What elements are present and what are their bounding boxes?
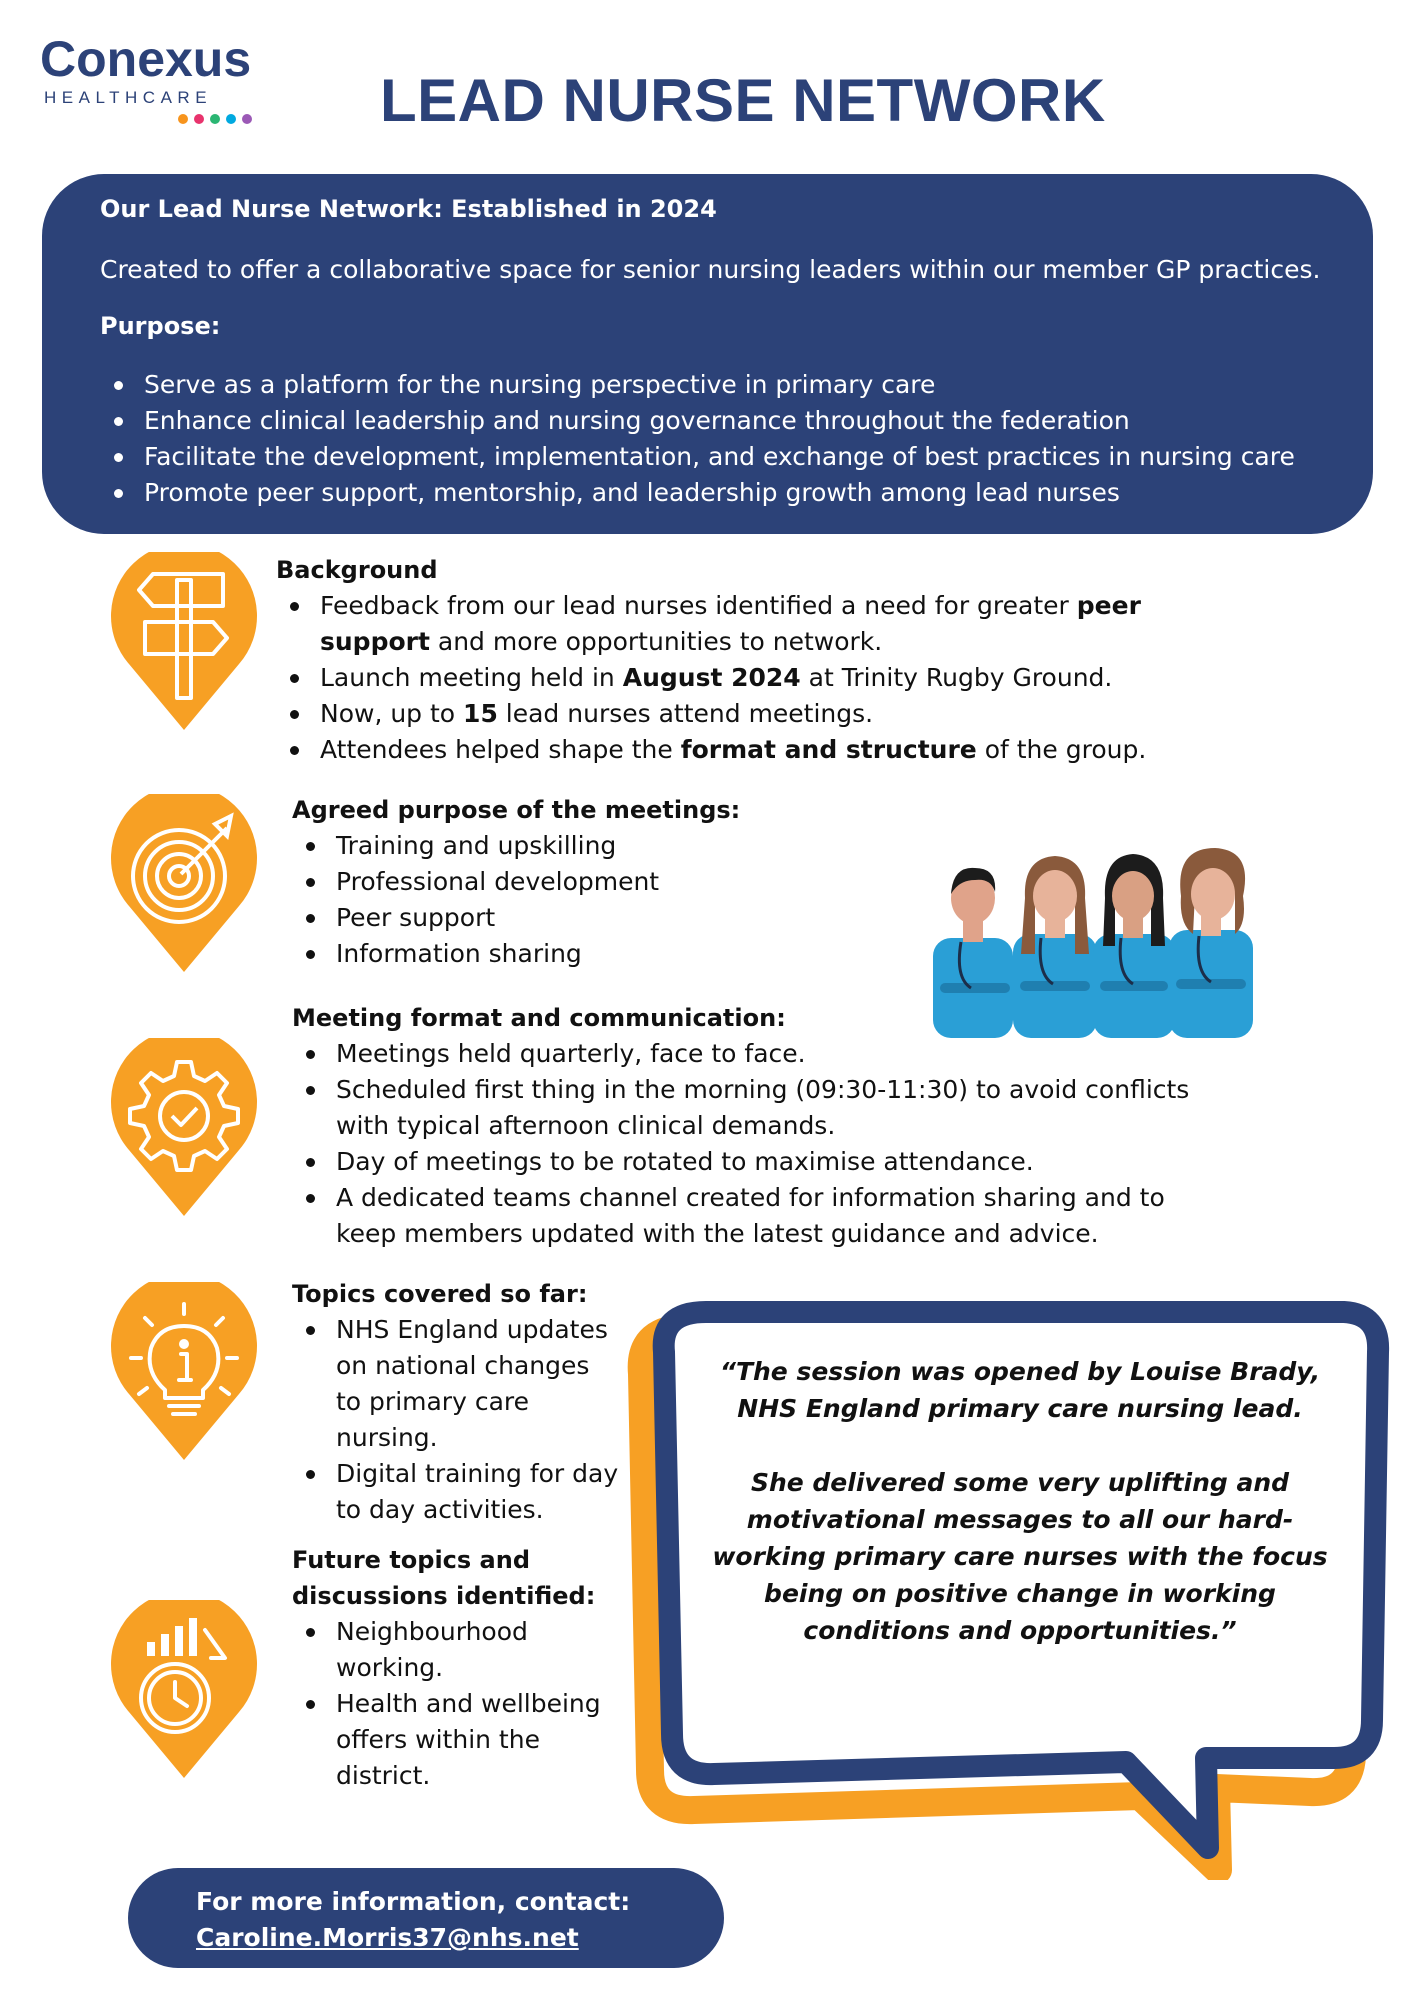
list-item: NHS England updates on national changes to primary care nursing. bbox=[292, 1312, 622, 1456]
logo-dots bbox=[40, 114, 270, 124]
background-section bbox=[276, 552, 1156, 768]
future-topics-list bbox=[292, 1614, 632, 1794]
intro-panel bbox=[42, 174, 1373, 534]
list-item: Day of meetings to be rotated to maximise attendance. bbox=[292, 1144, 1222, 1180]
future-topics-title: Future topics and discussions identified: bbox=[292, 1546, 596, 1610]
list-item: Meetings held quarterly, face to face. bbox=[292, 1036, 1222, 1072]
background-list bbox=[276, 588, 1156, 768]
future-topics-section bbox=[292, 1542, 632, 1794]
list-item: Professional development bbox=[292, 864, 892, 900]
contact-label: For more information, contact: bbox=[196, 1887, 631, 1916]
conexus-logo bbox=[40, 31, 270, 124]
list-item: Scheduled first thing in the morning (09:30-11:30) to avoid conflicts with typical afternoon clinical demands. bbox=[292, 1072, 1222, 1144]
meeting-format-section bbox=[292, 1000, 1222, 1252]
signpost-icon bbox=[109, 552, 259, 732]
list-item: Digital training for day to day activities. bbox=[292, 1456, 622, 1528]
list-item: Enhance clinical leadership and nursing governance throughout the federation bbox=[114, 403, 1323, 439]
logo-name: Conexus bbox=[40, 31, 252, 87]
intro-heading: Our Lead Nurse Network: Established in 2024 bbox=[100, 195, 717, 223]
list-item: Launch meeting held in August 2024 at Trinity Rugby Ground. bbox=[276, 660, 1156, 696]
contact-panel bbox=[128, 1868, 724, 1968]
list-item: Information sharing bbox=[292, 936, 892, 972]
target-icon bbox=[109, 794, 259, 974]
page-title: LEAD NURSE NETWORK bbox=[380, 67, 1106, 134]
list-item: Training and upskilling bbox=[292, 828, 892, 864]
purpose-heading: Purpose: bbox=[100, 312, 221, 340]
topics-title: Topics covered so far: bbox=[292, 1280, 588, 1308]
list-item: Attendees helped shape the format and structure of the group. bbox=[276, 732, 1156, 768]
testimonial-quote bbox=[700, 1353, 1340, 1649]
chart-clock-icon bbox=[109, 1600, 259, 1780]
purpose-list bbox=[100, 367, 1323, 511]
list-item: Promote peer support, mentorship, and leadership growth among lead nurses bbox=[114, 475, 1323, 511]
meeting-format-title: Meeting format and communication: bbox=[292, 1004, 786, 1032]
list-item: Now, up to 15 lead nurses attend meetings. bbox=[276, 696, 1156, 732]
quote-paragraph: She delivered some very uplifting and motivational messages to all our hard-working primary care nurses with the focus being on positive change in working conditions and opportunities.” bbox=[712, 1468, 1328, 1645]
agreed-purpose-list bbox=[292, 828, 892, 972]
list-item: Neighbourhood working. bbox=[292, 1614, 632, 1686]
quote-paragraph: “The session was opened by Louise Brady, NHS England primary care nursing lead. bbox=[719, 1357, 1321, 1423]
agreed-purpose-title: Agreed purpose of the meetings: bbox=[292, 796, 741, 824]
list-item: Peer support bbox=[292, 900, 892, 936]
background-title: Background bbox=[276, 556, 438, 584]
logo-subtitle: HEALTHCARE bbox=[44, 88, 213, 107]
gear-check-icon bbox=[109, 1038, 259, 1218]
list-item: Feedback from our lead nurses identified a need for greater peer support and more opportunities to network. bbox=[276, 588, 1156, 660]
list-item: Serve as a platform for the nursing perspective in primary care bbox=[114, 367, 1323, 403]
list-item: Facilitate the development, implementation, and exchange of best practices in nursing care bbox=[114, 439, 1323, 475]
meeting-format-list bbox=[292, 1036, 1222, 1252]
list-item: Health and wellbeing offers within the district. bbox=[292, 1686, 632, 1794]
list-item: A dedicated teams channel created for information sharing and to keep members updated with the latest guidance and advice. bbox=[292, 1180, 1222, 1252]
agreed-purpose-section bbox=[292, 792, 892, 972]
topics-list bbox=[292, 1312, 622, 1528]
contact-email-link[interactable]: Caroline.Morris37@nhs.net bbox=[196, 1923, 579, 1952]
topics-section bbox=[292, 1276, 622, 1528]
intro-text: Created to offer a collaborative space for senior nursing leaders within our member GP practices. bbox=[100, 255, 1321, 284]
lightbulb-icon bbox=[109, 1282, 259, 1462]
